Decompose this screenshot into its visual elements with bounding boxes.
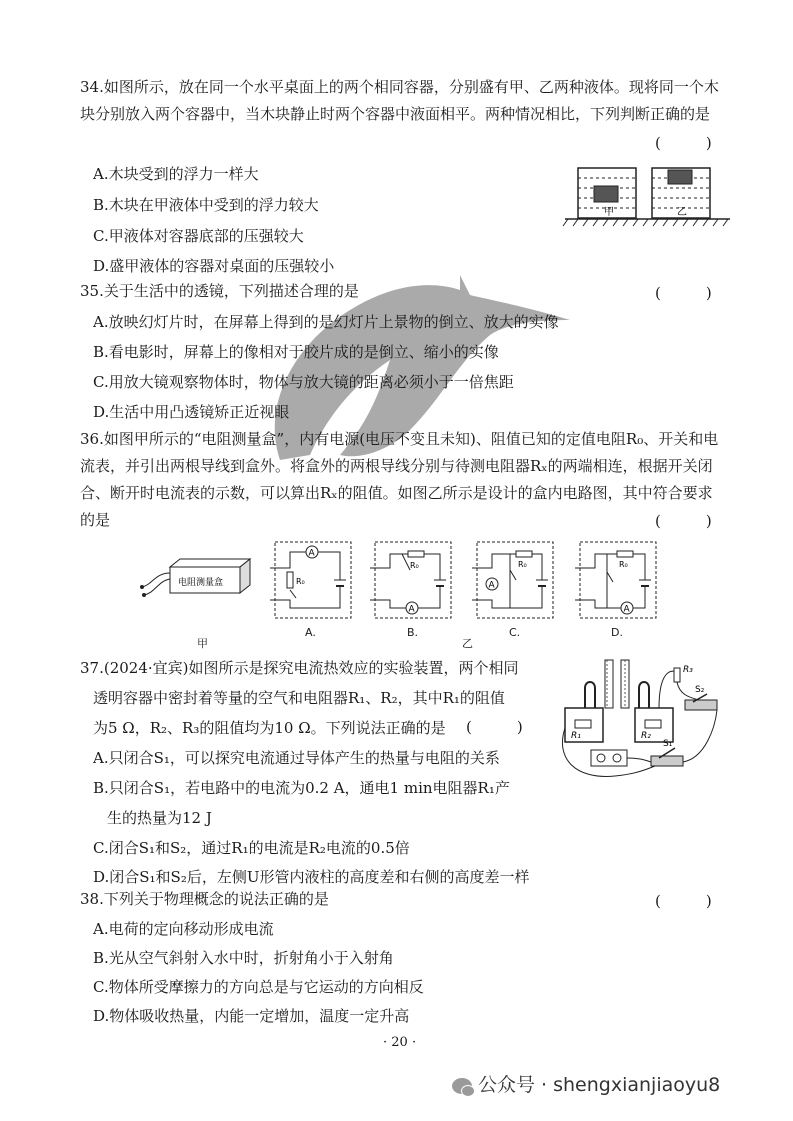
q34-option-b[interactable]: B.木块在甲液体中受到的浮力较大 — [93, 196, 319, 214]
q37-label-s1: S₁ — [663, 739, 673, 749]
footer-text: 公众号 · shengxianjiaoyu8 — [478, 1074, 721, 1096]
q36-stem: 36.如图甲所示的“电阻测量盒”，内有电源(电压不变且未知)、阻值已知的定值电阻R₀、开关和电流表，并引出两根导线到盒外。将盒外的两根导线分别与待测电阻器Rₓ的两端相连，根据开关闭合、断开时电流表的示数，可以算出Rₓ的阻值。如图乙所示是设计的盒内电路图，其中符合要求的是 — [80, 430, 719, 529]
q37-label-r2: R₂ — [641, 731, 651, 741]
q37-apparatus-figure — [555, 658, 725, 786]
q37-label-s2: S₂ — [695, 685, 705, 695]
q36-label-c: C. — [509, 626, 521, 639]
q34-label-yi: 乙 — [677, 207, 687, 218]
q36-circuit-d — [575, 540, 660, 620]
q37-option-d[interactable]: D.闭合S₁和S₂后，左侧U形管内液柱的高度差和右侧的高度差一样 — [93, 868, 530, 886]
q38-option-a[interactable]: A.电荷的定向移动形成电流 — [93, 920, 274, 938]
q37-option-b[interactable]: B.只闭合S₁，若电路中的电流为0.2 A，通电1 min电阻器R₁产 — [93, 779, 510, 797]
q37-stem-line3: 为5 Ω，R₂、R₃的阻值均为10 Ω。下列说法正确的是 — [93, 719, 446, 737]
q35-stem: 35.关于生活中的透镜，下列描述合理的是 — [80, 282, 359, 300]
q36-label-a: A. — [305, 626, 316, 639]
q38-option-b[interactable]: B.光从空气斜射入水中时，折射角小于入射角 — [93, 949, 394, 967]
q34-option-a[interactable]: A.木块受到的浮力一样大 — [93, 165, 259, 183]
q36-fig-yi: 乙 — [462, 637, 473, 650]
q36-a-r0: R₀ — [296, 577, 305, 586]
q38-answer-paren[interactable]: ( ) — [655, 892, 712, 910]
q34-option-c[interactable]: C.甲液体对容器底部的压强较大 — [93, 227, 304, 245]
q36-circuit-a — [270, 540, 355, 620]
q37-label-r1: R₁ — [571, 731, 581, 741]
q35-option-c[interactable]: C.用放大镜观察物体时，物体与放大镜的距离必须小于一倍焦距 — [93, 373, 514, 391]
footer-watermark — [452, 1070, 720, 1097]
wechat-icon — [452, 1078, 472, 1094]
q36-label-b: B. — [407, 626, 419, 639]
q37-stem-line1: 37.(2024·宜宾)如图所示是探究电流热效应的实验装置，两个相同 — [80, 659, 519, 677]
q34-option-d[interactable]: D.盛甲液体的容器对桌面的压强较小 — [93, 257, 335, 275]
q36-box-label: 电阻测量盒 — [178, 578, 224, 588]
q37-stem-line2: 透明容器中密封着等量的空气和电阻器R₁、R₂，其中R₁的阻值 — [93, 689, 505, 707]
q36-d-meter: A — [623, 604, 630, 615]
q36-b-meter: A — [408, 604, 415, 615]
q36-a-meter: A — [308, 548, 315, 559]
q35-option-d[interactable]: D.生活中用凸透镜矫正近视眼 — [93, 403, 290, 421]
q37-answer-paren[interactable]: ( ) — [466, 718, 523, 736]
q36-circuit-b — [370, 540, 455, 620]
q36-measure-box-figure — [140, 555, 260, 610]
q37-option-b-cont: 生的热量为12 J — [107, 809, 212, 827]
q38-stem: 38.下列关于物理概念的说法正确的是 — [80, 890, 329, 908]
q34-containers-figure — [560, 158, 735, 228]
q37-label-r3: R₃ — [683, 665, 693, 675]
q37-option-a[interactable]: A.只闭合S₁，可以探究电流通过导体产生的热量与电阻的关系 — [93, 749, 500, 767]
q37-option-c[interactable]: C.闭合S₁和S₂，通过R₁的电流是R₂电流的0.5倍 — [93, 839, 410, 857]
q36-answer-paren[interactable]: ( ) — [655, 512, 712, 530]
q34-label-jia: 甲 — [604, 207, 614, 218]
q34-stem: 34.如图所示，放在同一个水平桌面上的两个相同容器，分别盛有甲、乙两种液体。现将同一个木块分别放入两个容器中，当木块静止时两个容器中液面相平。两种情况相比，下列判断正确的是 — [80, 78, 719, 123]
q38-option-d[interactable]: D.物体吸收热量，内能一定增加，温度一定升高 — [93, 1007, 410, 1025]
q34-answer-paren[interactable]: ( ) — [655, 134, 712, 152]
q36-circuit-c — [472, 540, 557, 620]
q38-option-c[interactable]: C.物体所受摩擦力的方向总是与它运动的方向相反 — [93, 978, 424, 996]
q35-answer-paren[interactable]: ( ) — [655, 284, 712, 302]
q36-label-d: D. — [611, 626, 623, 639]
q36-c-meter: A — [488, 580, 495, 591]
q35-option-b[interactable]: B.看电影时，屏幕上的像相对于胶片成的是倒立、缩小的实像 — [93, 343, 499, 361]
q35-option-a[interactable]: A.放映幻灯片时，在屏幕上得到的是幻灯片上景物的倒立、放大的实像 — [93, 313, 559, 331]
q36-b-r0: R₀ — [410, 561, 419, 570]
q36-c-r0: R₀ — [518, 560, 527, 569]
q36-d-r0: R₀ — [619, 560, 628, 569]
page-number: · 20 · — [383, 1035, 417, 1050]
q36-fig-jia: 甲 — [197, 637, 208, 650]
